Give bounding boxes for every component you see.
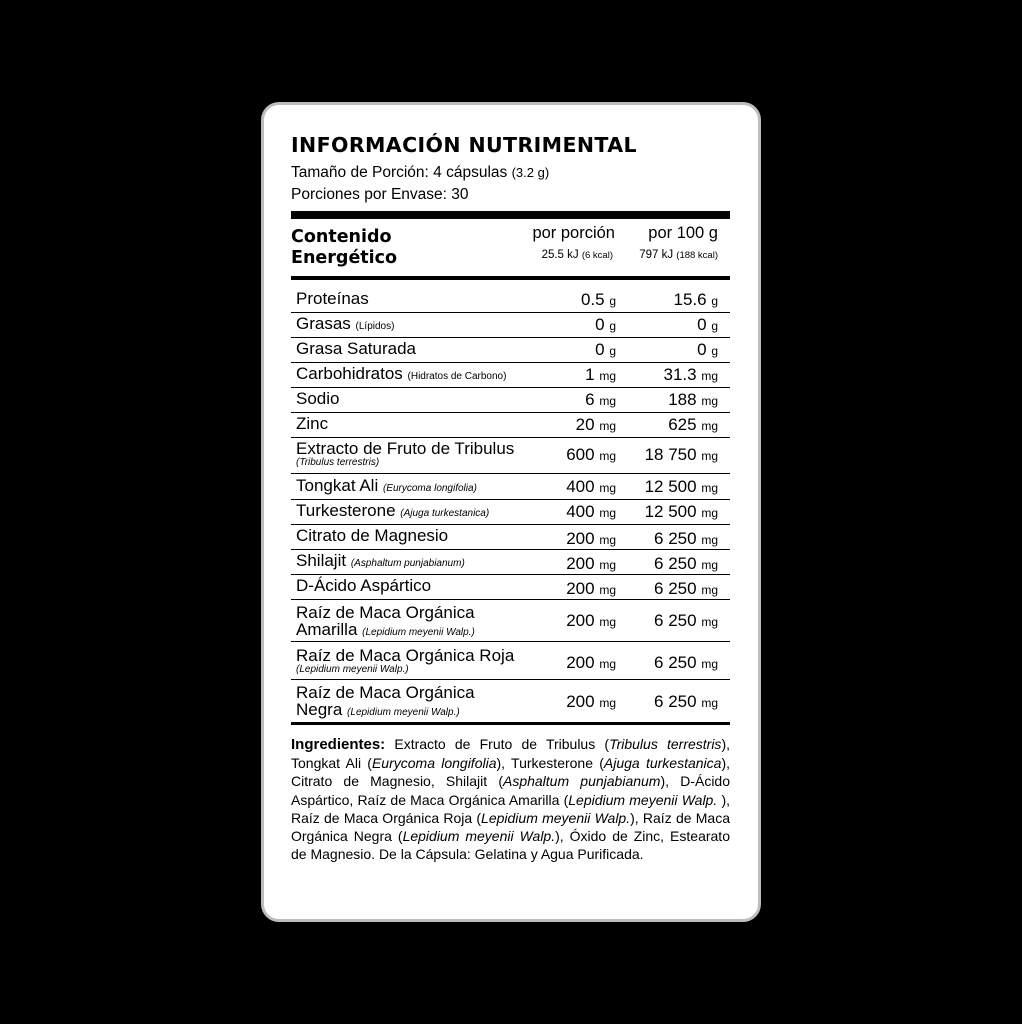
value-per-serving (566, 529, 616, 549)
energy-per-serving-kj: 25.5 kJ (541, 249, 579, 261)
unit-text: mg (701, 533, 718, 547)
nutrient-name-text: Extracto de Fruto de Tribulus (296, 439, 515, 458)
energy-per-100g-kj: 797 kJ (639, 249, 674, 261)
unit-text: mg (701, 506, 718, 520)
value-per-serving (566, 445, 616, 465)
unit-text: mg (599, 369, 616, 383)
servings-per-container: Porciones por Envase: 30 (291, 186, 469, 203)
nutrient-name (296, 604, 558, 641)
table-row (291, 363, 730, 388)
unit-text: mg (599, 449, 616, 463)
value-per-100g (654, 529, 718, 549)
nutrient-name-text: Tongkat Ali (296, 476, 379, 495)
nutrient-name-text: Raíz de Maca Orgánica (296, 683, 475, 702)
nutrient-name-text: Citrato de Magnesio (296, 526, 449, 545)
nutrient-name-text: Shilajit (296, 551, 347, 570)
value-text: 18 750 (644, 445, 697, 464)
value-per-100g (645, 477, 718, 497)
value-text: 625 (668, 415, 697, 434)
unit-text: mg (701, 481, 718, 495)
label-title: INFORMACIÓN NUTRIMENTAL (291, 133, 637, 157)
table-row (291, 338, 730, 363)
value-text: 0 (595, 340, 605, 359)
nutrient-name (296, 415, 558, 432)
value-text: 200 (566, 529, 595, 548)
value-text: 0 (595, 315, 605, 334)
value-per-serving (566, 554, 616, 574)
energy-per-100g (639, 249, 718, 261)
ingredients-text: ), Tongkat Ali ( (291, 736, 730, 772)
nutrient-name (296, 552, 558, 572)
value-text: 6 250 (654, 611, 697, 630)
value-text: 200 (566, 611, 595, 630)
nutrient-subtitle: (Eurycoma longifolia) (382, 483, 477, 494)
ingredients-text: ), Turkesterone ( (496, 755, 604, 772)
unit-text: g (609, 344, 616, 358)
value-per-100g (654, 579, 718, 599)
ingredients-species: Lepidium meyenii Walp. (568, 791, 718, 808)
unit-text: mg (599, 696, 616, 710)
unit-text: mg (701, 394, 718, 408)
value-text: 6 (585, 390, 595, 409)
nutrient-name-text: Raíz de Maca Orgánica (296, 603, 475, 622)
serving-size-text: Tamaño de Porción: 4 cápsulas (291, 164, 508, 181)
ingredients-species: Asphaltum punjabianum (502, 773, 661, 790)
value-per-100g (673, 290, 718, 310)
nutrient-name (296, 647, 566, 675)
unit-text: mg (599, 558, 616, 572)
nutrient-name (296, 340, 558, 357)
table-row (291, 474, 730, 500)
value-text: 6 250 (654, 579, 697, 598)
serving-size (291, 162, 730, 184)
nutrient-name (296, 477, 558, 497)
nutrient-name-text2: Negra (296, 700, 343, 719)
ingredients-species: Eurycoma longifolia (371, 755, 497, 772)
nutrient-name-text: Proteínas (296, 289, 369, 308)
value-text: 400 (566, 502, 595, 521)
unit-text: mg (701, 419, 718, 433)
value-per-serving (566, 477, 616, 497)
nutrient-name (296, 365, 558, 385)
unit-text: mg (599, 533, 616, 547)
value-text: 31.3 (663, 365, 697, 384)
value-text: 15.6 (673, 290, 707, 309)
energy-per-100g-kcal: (188 kcal) (676, 250, 718, 261)
nutrient-subtitle: (Lípidos) (355, 321, 395, 332)
unit-text: g (609, 294, 616, 308)
unit-text: g (711, 294, 718, 308)
column-header-per-serving: por porción (532, 224, 615, 242)
table-row (291, 550, 730, 575)
value-per-serving (566, 502, 616, 522)
table-row (291, 388, 730, 413)
table-row (291, 413, 730, 438)
ingredients-text: ), Raíz de Maca Orgánica Negra ( (291, 809, 730, 845)
unit-text: mg (701, 369, 718, 383)
unit-text: mg (599, 419, 616, 433)
nutrient-name (296, 527, 558, 544)
value-text: 6 250 (654, 692, 697, 711)
serving-size-weight: (3.2 g) (511, 165, 550, 180)
nutrient-table (291, 288, 730, 722)
value-per-100g (697, 315, 718, 335)
unit-text: mg (599, 481, 616, 495)
value-text: 200 (566, 653, 595, 672)
energy-per-serving (542, 249, 613, 261)
value-per-100g (645, 502, 718, 522)
ingredients-text: ), Citrato de Magnesio, Shilajit ( (291, 755, 730, 790)
energy-label-line2: Energético (291, 248, 398, 268)
value-per-serving (566, 579, 616, 599)
nutrient-name-line2 (296, 621, 558, 641)
nutrient-subtitle: (Tribulus terrestris) (296, 457, 380, 468)
value-text: 200 (566, 554, 595, 573)
table-row (291, 313, 730, 338)
table-row (291, 600, 730, 642)
ingredients-text: ), D-Ácido Aspártico, Raíz de Maca Orgánica Amarilla ( (291, 773, 730, 808)
table-row (291, 642, 730, 680)
value-per-100g (668, 415, 718, 435)
value-per-100g (654, 692, 718, 712)
ingredients-species: Lepidium meyenii Walp. (402, 828, 556, 845)
energy-label-line1: Contenido (291, 227, 392, 247)
unit-text: mg (599, 394, 616, 408)
ingredients-species: Lepidium meyenii Walp. (481, 809, 631, 826)
unit-text: mg (701, 583, 718, 597)
unit-text: mg (599, 506, 616, 520)
value-text: 200 (566, 579, 595, 598)
ingredients-text: ), Óxido de Zinc, Estearato de Magnesio. De la Cápsula: Gelatina y Agua Purificada. (291, 828, 730, 863)
value-per-serving (566, 611, 616, 631)
ingredients-species: Ajuga turkestanica (603, 755, 722, 772)
nutrient-subtitle: (Lepidium meyenii Walp.) (296, 664, 409, 675)
unit-text: mg (599, 583, 616, 597)
nutrient-name-line2 (296, 701, 558, 721)
value-per-100g (668, 390, 718, 410)
nutrient-name (296, 390, 558, 407)
table-row (291, 575, 730, 600)
nutrient-name-text: Zinc (296, 414, 329, 433)
unit-text: g (711, 344, 718, 358)
value-text: 400 (566, 477, 595, 496)
ingredients-text: Extracto de Fruto de Tribulus ( (385, 736, 610, 752)
value-per-serving (595, 315, 616, 335)
nutrient-name-text: Turkesterone (296, 501, 396, 520)
unit-text: mg (701, 615, 718, 629)
value-text: 6 250 (654, 529, 697, 548)
value-text: 20 (575, 415, 595, 434)
nutrient-name-text: D-Ácido Aspártico (296, 576, 432, 595)
nutrient-subtitle: (Asphaltum punjabianum) (350, 558, 465, 569)
nutrient-name (296, 315, 558, 335)
value-text: 188 (668, 390, 697, 409)
unit-text: g (711, 319, 718, 333)
nutrient-subtitle: (Lepidium meyenii Walp.) (362, 627, 475, 638)
value-per-serving (595, 340, 616, 360)
unit-text: mg (701, 696, 718, 710)
value-text: 200 (566, 692, 595, 711)
nutrient-subtitle: (Ajuga turkestanica) (400, 508, 490, 519)
nutrient-name (296, 684, 558, 721)
nutrient-subtitle: (Lepidium meyenii Walp.) (347, 707, 460, 718)
nutrition-label (291, 130, 730, 863)
table-row (291, 500, 730, 525)
divider-thick (291, 211, 730, 219)
value-per-serving (566, 692, 616, 712)
unit-text: mg (599, 657, 616, 671)
value-text: 6 250 (654, 653, 697, 672)
value-text: 600 (566, 445, 595, 464)
energy-per-serving-kcal: (6 kcal) (581, 250, 613, 261)
value-text: 0.5 (580, 290, 605, 309)
table-row (291, 288, 730, 313)
nutrient-name-text: Sodio (296, 389, 340, 408)
unit-text: mg (701, 558, 718, 572)
unit-text: mg (701, 657, 718, 671)
value-text: 1 (585, 365, 595, 384)
value-per-100g (664, 365, 719, 385)
nutrient-name (296, 577, 558, 594)
value-per-100g (645, 445, 718, 465)
table-row (291, 680, 730, 722)
value-per-serving (576, 415, 616, 435)
value-per-serving (581, 290, 616, 310)
value-per-serving (566, 653, 616, 673)
unit-text: g (609, 319, 616, 333)
value-per-serving (585, 365, 616, 385)
nutrient-name-text2: Amarilla (296, 620, 358, 639)
value-per-serving (585, 390, 616, 410)
nutrient-name (296, 502, 558, 522)
nutrient-name-text: Carbohidratos (296, 364, 403, 383)
value-per-100g (654, 611, 718, 631)
value-text: 6 250 (654, 554, 697, 573)
unit-text: mg (599, 615, 616, 629)
ingredients-species: Tribulus terrestris (609, 736, 722, 752)
value-text: 12 500 (644, 502, 697, 521)
table-row (291, 438, 730, 474)
nutrient-name-text: Raíz de Maca Orgánica Roja (296, 646, 515, 665)
value-per-100g (654, 653, 718, 673)
value-text: 0 (697, 340, 707, 359)
ingredients-paragraph (291, 735, 730, 863)
unit-text: mg (701, 449, 718, 463)
nutrient-subtitle: (Hidratos de Carbono) (407, 371, 507, 382)
table-row (291, 525, 730, 550)
energy-label (291, 227, 491, 269)
value-per-100g (697, 340, 718, 360)
nutrient-name-text: Grasas (296, 314, 351, 333)
divider-bottom (291, 722, 730, 725)
nutrient-name-text: Grasa Saturada (296, 339, 417, 358)
value-text: 0 (697, 315, 707, 334)
nutrient-name (296, 440, 576, 468)
ingredients-label: Ingredientes: (291, 736, 386, 753)
divider-mid (291, 276, 730, 280)
column-header-per-100g: por 100 g (648, 224, 718, 242)
energy-section (291, 219, 730, 276)
nutrient-name (296, 290, 558, 307)
ingredients-text: ), Raíz de Maca Orgánica Roja ( (291, 791, 730, 826)
value-text: 12 500 (644, 477, 697, 496)
value-per-100g (654, 554, 718, 574)
